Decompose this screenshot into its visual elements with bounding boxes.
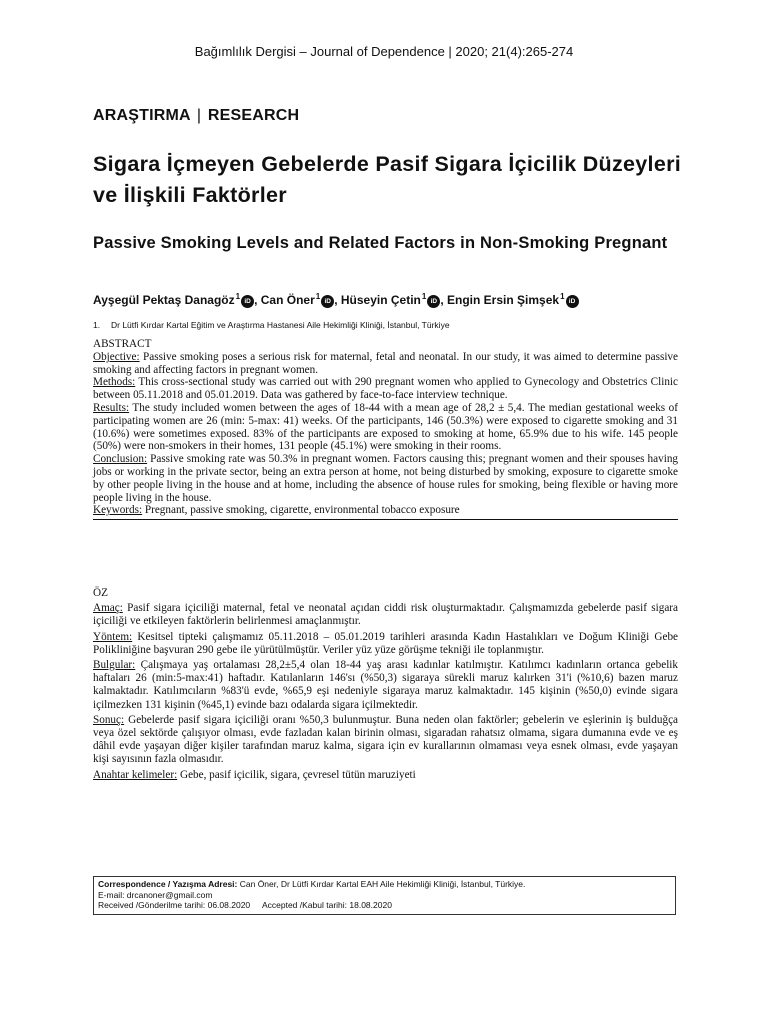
- section-separator: |: [196, 107, 202, 124]
- author-name: Engin Ersin Şimşek: [447, 293, 560, 307]
- anahtar-label: Anahtar kelimeler:: [93, 768, 178, 781]
- section-label-en: RESEARCH: [207, 107, 300, 124]
- author-separator: ,: [254, 293, 261, 307]
- affiliation-text: Dr Lütfi Kırdar Kartal Eğitim ve Araştırma Hastanesi Aile Hekimliği Kliniği, İstanbul, Türkiye: [111, 320, 450, 330]
- objective-label: Objective:: [93, 350, 140, 363]
- abstract-keywords: [93, 504, 678, 517]
- abstract-results: [93, 402, 678, 453]
- abstract-conclusion: [93, 453, 678, 504]
- bulgular-label: Bulgular:: [93, 659, 136, 672]
- correspondence-box: [93, 876, 676, 915]
- anahtar-text: Gebe, pasif içicilik, sigara, çevresel tütün maruziyeti: [179, 768, 416, 781]
- results-text: The study included women between the ages of 18-44 with a mean age of 28,2 ± 5,4. The median gestational weeks of participating women are 26 (min: 5-max: 41) weeks. Of the participants, 146 (50.3%) were exposed to cigarette smoking and 31 (10.6%) were sometimes exposed. 83% of the participants are exposed to smoking at home, 65.9% due to his wife. 145 people (50%) were non-smokers in their homes, 131 people (45.1%) were smoking in their rooms.: [93, 401, 678, 453]
- affiliation: [93, 320, 450, 330]
- orcid-icon[interactable]: iD: [566, 295, 579, 308]
- accepted-date: Accepted /Kabul tarihi: 18.08.2020: [261, 900, 392, 910]
- title-english: Passive Smoking Levels and Related Factors in Non-Smoking Pregnant: [93, 234, 668, 252]
- title-turkish: Sigara İçmeyen Gebelerde Pasif Sigara İçicilik Düzeyleri ve İlişkili Faktörler: [93, 152, 682, 207]
- author: [341, 293, 447, 307]
- author-name: Hüseyin Çetin: [340, 293, 421, 307]
- conclusion-text: Passive smoking rate was 50.3% in pregnant women. Factors causing this; pregnant women and their spouses having jobs or working in the private sector, being an extra person at home, not being disturbed by smoking, exposure to cigarette smoke by other people living in the house and at home, including the absence of house rules for smoking, being flexible or having more people living in the house.: [93, 453, 679, 504]
- keywords-label: Keywords:: [93, 504, 143, 517]
- oz-heading: ÖZ: [93, 587, 108, 599]
- amac-label: Amaç:: [93, 602, 123, 615]
- oz-amac: [93, 602, 678, 628]
- abstract-objective: [93, 351, 678, 377]
- author-affiliation-mark: 1: [421, 292, 427, 301]
- correspondence-text: Can Öner, Dr Lütfi Kırdar Kartal EAH Aile Hekimliği Kliniği, İstanbul, Türkiye.: [239, 879, 526, 889]
- section-label: [93, 107, 299, 125]
- bulgular-text: Çalışmaya yaş ortalaması 28,2±5,4 olan 18-44 yaş arası kadınlar katılmıştır. Katılımcı kadınların ortanca gebelik haftaları 26 (min:5-max:41) haftadır. Katılanların 146'sı (%50,3) sigaraya sürekli maruz kalırken 31'i (%10,6) bazen maruz kalmaktadır. Katılımcıların %83'ü evde, %65,9 eşi nedeniyle sigaraya maruz kalmaktadır. 145 kişinin (%50,0) evinde sigara içilmezken 131 kişinin (%45,1) evinde bazı odalarda sigara içilmektedir.: [93, 659, 678, 711]
- objective-text: Passive smoking poses a serious risk for maternal, fetal and neonatal. In our study, it was aimed to determine passive smoking and affecting factors in pregnant women.: [93, 350, 678, 376]
- correspondence-label: Correspondence / Yazışma Adresi:: [98, 879, 238, 889]
- affiliation-number: 1.: [93, 320, 101, 330]
- amac-text: Pasif sigara içiciliği maternal, fetal ve neonatal açıdan ciddi risk oluşturmaktadır. Çalışmamızda gebelerde pasif sigara içiciliği ve etkileyen faktörlerin belirlenmesi amaçlanmıştır.: [93, 602, 678, 628]
- author-affiliation-mark: 1: [235, 292, 241, 301]
- abstract-methods: [93, 376, 678, 402]
- author-affiliation-mark: 1: [560, 292, 565, 301]
- author-separator: ,: [334, 293, 341, 307]
- section-label-tr: ARAŞTIRMA: [93, 107, 191, 124]
- keywords-text: Pregnant, passive smoking, cigarette, environmental tobacco exposure: [144, 504, 460, 517]
- orcid-icon[interactable]: iD: [321, 295, 334, 308]
- yontem-text: Kesitsel tipteki çalışmamız 05.11.2018 – 05.01.2019 tarihleri arasında Kadın Hastalıkları ve Doğum Kliniği Gebe Polikliniğine başvuran 290 gebe ile yürütülmüştür. Veriler yüz yüze görüşme tekniği ile toplanmıştır.: [93, 630, 679, 656]
- orcid-icon[interactable]: iD: [427, 295, 440, 308]
- journal-header: Bağımlılık Dergisi – Journal of Dependence | 2020; 21(4):265-274: [194, 44, 574, 59]
- author: [261, 293, 341, 307]
- conclusion-label: Conclusion:: [93, 453, 148, 466]
- abstract-heading: ABSTRACT: [93, 338, 152, 350]
- correspondence-line: [98, 879, 675, 890]
- section-divider: [93, 519, 678, 520]
- sonuc-label: Sonuç:: [93, 713, 125, 726]
- oz-section: [93, 587, 678, 784]
- author-list: [93, 292, 579, 308]
- correspondence-email[interactable]: E-mail: drcanoner@gmail.com: [98, 889, 213, 900]
- received-date: Received /Gönderilme tarihi: 06.08.2020: [98, 900, 251, 910]
- author: [93, 293, 261, 307]
- oz-bulgular: [93, 659, 678, 712]
- author-affiliation-mark: 1: [315, 292, 321, 301]
- author-separator: ,: [440, 293, 448, 307]
- methods-label: Methods:: [93, 376, 136, 389]
- results-label: Results:: [93, 401, 130, 414]
- author: [447, 293, 579, 307]
- oz-yontem: [93, 631, 678, 657]
- abstract-section: [93, 338, 678, 520]
- sonuc-text: Gebelerde pasif sigara içiciliği oranı %50,3 bulunmuştur. Buna neden olan faktörler; gebelerin ve eşlerinin iş bulduğça veya özel sektörde çalışıyor olması, evde fazladan kalan birinin olması, sigaradan rahatsız olmama, sigara dumanına evde ve eş dâhil evde yaşayan diğer kişiler tarafından maruz kalma, sigara için ev kurallarının olmaması veya esnek olması, evde yaşayan kişi sayısının fazla olmasıdır.: [93, 713, 679, 766]
- author-name: Can Öner: [260, 293, 315, 307]
- methods-text: This cross-sectional study was carried out with 290 pregnant women who applied to Gynecology and Obstetrics Clinic between 05.11.2018 and 05.01.2019. Data was gathered by face-to-face interview technique.: [93, 376, 678, 402]
- oz-sonuc: [93, 714, 678, 767]
- dates-line: [98, 900, 675, 911]
- oz-anahtar-kelimeler: [93, 769, 678, 782]
- orcid-icon[interactable]: iD: [241, 295, 254, 308]
- yontem-label: Yöntem:: [93, 630, 133, 643]
- author-name: Ayşegül Pektaş Danagöz: [93, 293, 235, 307]
